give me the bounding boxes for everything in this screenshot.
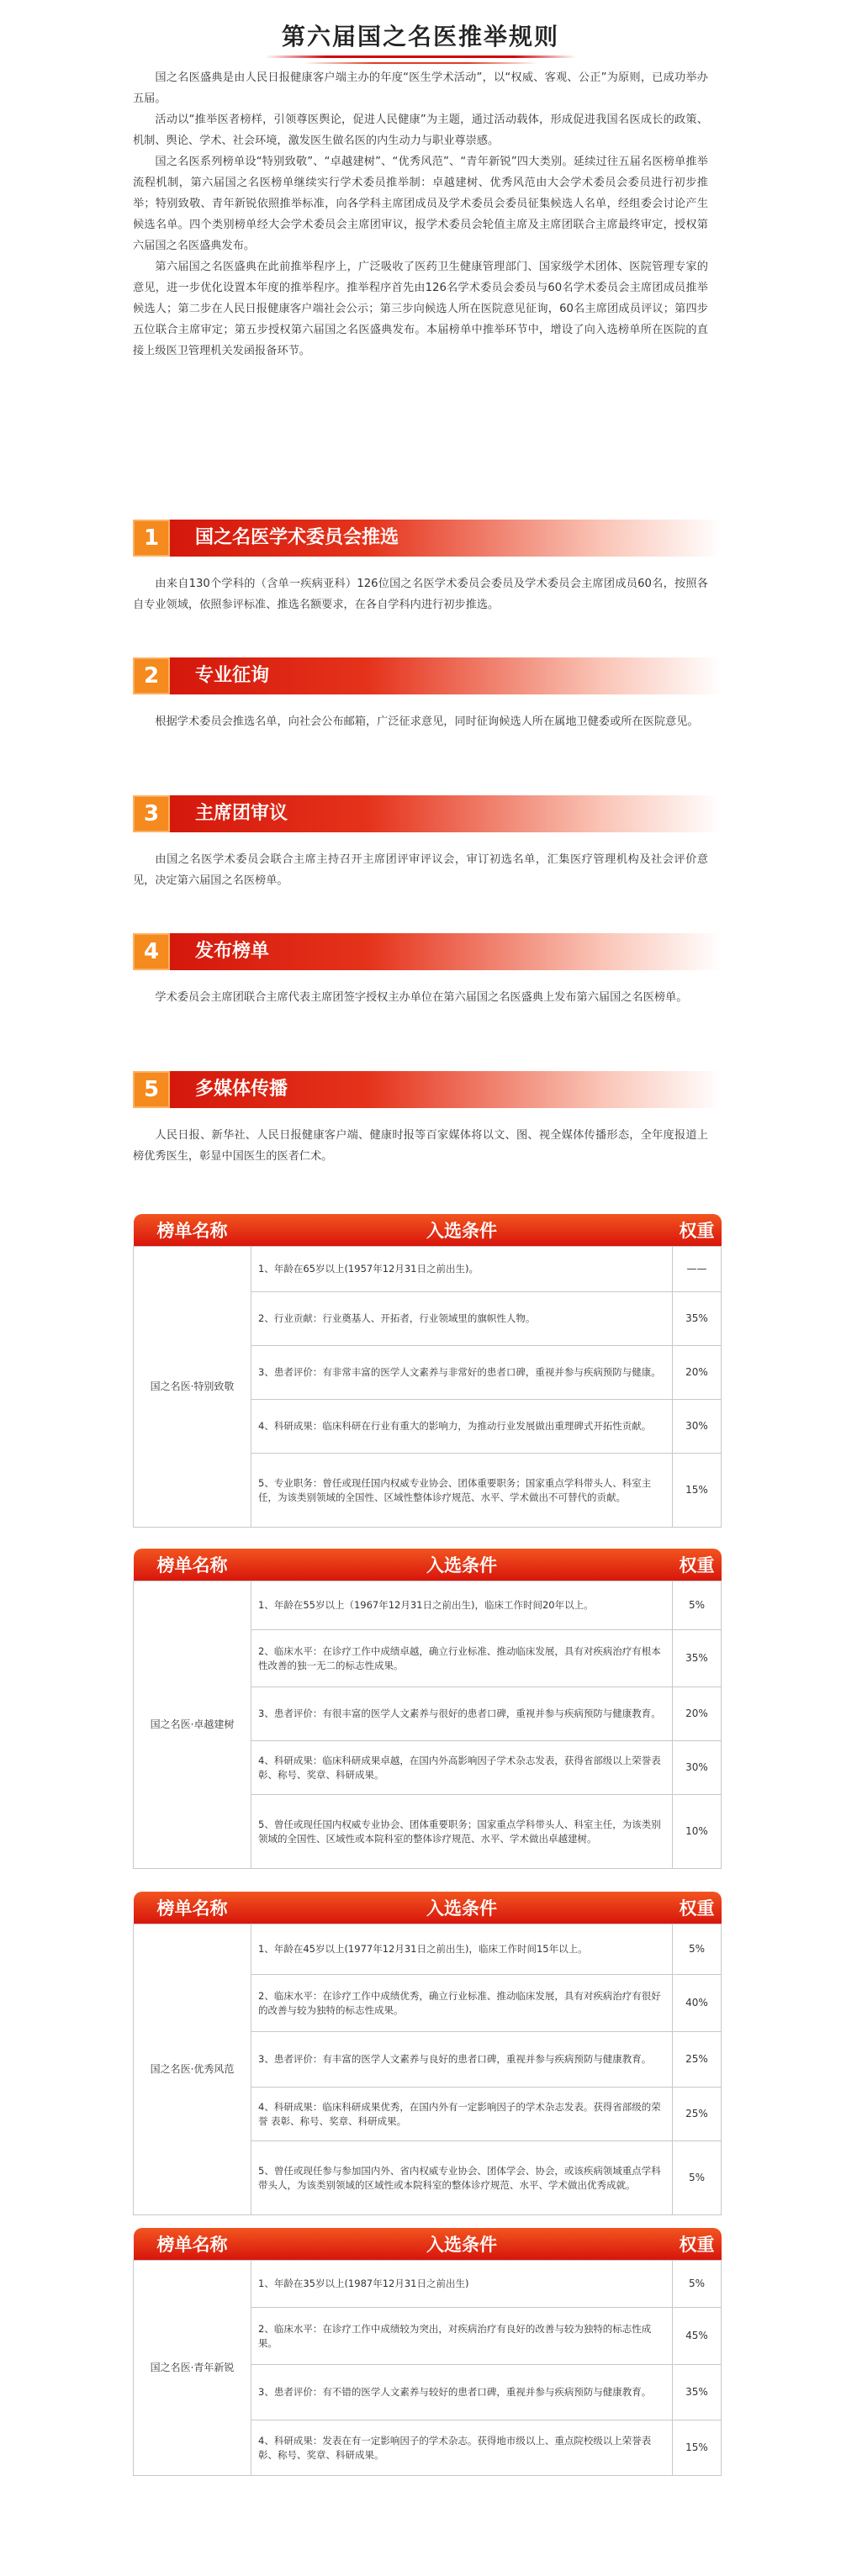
title-block [0,0,841,81]
section-header [133,657,722,694]
title-underline [265,55,576,58]
section-body [0,1108,841,1167]
section-paragraph: 人民日报、新华社、人民日报健康客户端、健康时报等百家媒体将以文、图、视全媒体传播形态，全年度报道上榜优秀医生，彰显中国医生的医者仁术。 [133,1129,708,1163]
table-header-row [134,1892,722,1924]
table-row [134,1247,722,1292]
weight-cell: 15% [673,1454,722,1528]
intro-paragraph: 活动以“推举医者榜样，引领尊医舆论，促进人民健康”为主题，通过活动载体，形成促进我国名医成长的政策、机制、舆论、学术、社会环境，激发医生做名医的内生动力与职业尊崇感。 [133,113,708,147]
list-name-cell: 国之名医·青年新锐 [134,2261,251,2476]
weight-cell: 45% [673,2308,722,2365]
header-list-name: 榜单名称 [134,1214,251,1247]
criteria-table-special [133,1214,722,1528]
section-publish [0,933,841,1008]
section-media [0,1071,841,1167]
section-body [0,832,841,891]
criteria-cell: 4、科研成果：发表在有一定影响因子的学术杂志。获得地市级以上、重点院校级以上荣誉表彰、称号、奖章、科研成果。 [251,2420,673,2476]
weight-cell: 10% [673,1795,722,1869]
header-list-name: 榜单名称 [134,1549,251,1581]
weight-cell: 30% [673,1741,722,1795]
criteria-cell: 5、曾任或现任国内权威专业协会、团体重要职务；国家重点学科带头人、科室主任，为该类别领域的全国性、区域性或本院科室的整体诊疗规范、水平、学术做出卓越建树。 [251,1795,673,1869]
criteria-cell: 1、年龄在35岁以上(1987年12月31日之前出生) [251,2261,673,2308]
header-weight: 权重 [673,1892,722,1924]
section-header [133,520,722,557]
list-name-cell: 国之名医·卓越建树 [134,1581,251,1869]
section-header [133,1071,722,1108]
header-list-name: 榜单名称 [134,2228,251,2261]
table-row [134,1924,722,1975]
section-title: 国之名医学术委员会推选 [195,527,399,548]
criteria-cell: 2、临床水平：在诊疗工作中成绩较为突出，对疾病治疗有良好的改善与较为独特的标志性成果。 [251,2308,673,2365]
section-paragraph: 由国之名医学术委员会联合主席主持召开主席团评审评议会，审订初选名单，汇集医疗管理机构及社会评价意见，决定第六届国之名医榜单。 [133,853,708,887]
section-title: 多媒体传播 [195,1079,288,1100]
section-consult [0,657,841,732]
weight-cell: —— [673,1247,722,1292]
criteria-cell: 3、患者评价：有很丰富的医学人文素养与很好的患者口碑，重视并参与疾病预防与健康教育。 [251,1687,673,1741]
header-weight: 权重 [673,2228,722,2261]
section-header [133,933,722,970]
header-criteria: 入选条件 [251,2228,673,2261]
intro-text [0,67,841,362]
section-body [0,557,841,615]
table-header-row [134,1549,722,1581]
criteria-cell: 1、年龄在45岁以上(1977年12月31日之前出生)，临床工作时间15年以上。 [251,1924,673,1975]
section-review [0,795,841,891]
weight-cell: 40% [673,1975,722,2032]
section-number: 3 [133,795,170,832]
criteria-cell: 3、患者评价：有不错的医学人文素养与较好的患者口碑，重视并参与疾病预防与健康教育。 [251,2365,673,2420]
section-title: 主席团审议 [195,803,288,824]
weight-cell: 5% [673,1924,722,1975]
section-paragraph: 学术委员会主席团联合主席代表主席团签字授权主办单位在第六届国之名医盛典上发布第六届国之名医榜单。 [155,991,688,1004]
header-list-name: 榜单名称 [134,1892,251,1924]
section-paragraph: 根据学术委员会推选名单，向社会公布邮箱，广泛征求意见，同时征询候选人所在属地卫健委或所在医院意见。 [155,715,699,728]
weight-cell: 35% [673,1292,722,1346]
header-weight: 权重 [673,1549,722,1581]
page-title: 第六届国之名医推举规则 [281,23,559,50]
weight-cell: 35% [673,1630,722,1687]
criteria-cell: 5、专业职务：曾任或现任国内权威专业协会、团体重要职务；国家重点学科带头人、科室主任，为该类别领域的全国性、区域性整体诊疗规范、水平、学术做出不可替代的贡献。 [251,1454,673,1528]
weight-cell: 35% [673,2365,722,2420]
weight-cell: 20% [673,1687,722,1741]
criteria-cell: 5、曾任或现任参与参加国内外、省内权威专业协会、团体学会、协会，或该疾病领域重点学科带头人，为该类别领域的区域性或本院科室的整体诊疗规范、水平、学术做出优秀成就。 [251,2141,673,2215]
list-name-cell: 国之名医·优秀风范 [134,1924,251,2215]
criteria-cell: 4、科研成果：临床科研成果卓越，在国内外高影响因子学术杂志发表，获得省部级以上荣誉表彰、称号、奖章、科研成果。 [251,1741,673,1795]
criteria-table-outstanding [133,1892,722,2215]
criteria-cell: 3、患者评价：有非常丰富的医学人文素养与非常好的患者口碑，重视并参与疾病预防与健康。 [251,1346,673,1400]
section-body [0,694,841,732]
weight-cell: 25% [673,2088,722,2141]
criteria-cell: 1、年龄在55岁以上（1967年12月31日之前出生)，临床工作时间20年以上。 [251,1581,673,1630]
section-header [133,795,722,832]
criteria-cell: 2、临床水平：在诊疗工作中成绩优秀，确立行业标准、推动临床发展，具有对疾病治疗有很好的改善与较为独特的标志性成果。 [251,1975,673,2032]
section-number: 1 [133,520,170,557]
weight-cell: 30% [673,1400,722,1454]
weight-cell: 5% [673,2261,722,2308]
intro-paragraph: 国之名医系列榜单设“特别致敬”、“卓越建树”、“优秀风范”、“青年新锐”四大类别。延续过往五届名医榜单推举流程机制，第六届国之名医榜单继续实行学术委员推举制：卓越建树、优秀风范由大会学术委员会委员进行初步推举；特别致敬、青年新锐依照推举标准，向各学科主席团成员及学术委员会委员征集候选人名单，经组委会讨论产生候选名单。四个类别榜单经大会学术委员会主席团审议，报学术委员会轮值主席及主席团联合主席最终审定，授权第六届国之名医盛典发布。 [133,156,708,252]
criteria-table-excellence [133,1549,722,1869]
header-weight: 权重 [673,1214,722,1247]
section-paragraph: 由来自130个学科的（含单一疾病亚科）126位国之名医学术委员会委员及学术委员会主席团成员60名，按照各自专业领域，依照参评标准、推选名额要求，在各自学科内进行初步推选。 [133,578,708,611]
section-title: 发布榜单 [195,941,270,962]
criteria-cell: 2、行业贡献：行业奠基人、开拓者，行业领域里的旗帜性人物。 [251,1292,673,1346]
intro-paragraph: 第六届国之名医盛典在此前推举程序上，广泛吸收了医药卫生健康管理部门、国家级学术团体、医院管理专家的意见，进一步优化设置本年度的推举程序。推举程序首先由126名学术委员会委员与60名学术委员会主席团成员推举候选人；第二步在人民日报健康客户端社会公示；第三步向候选人所在医院意见征询，60名主席团成员评议；第四步五位联合主席审定；第五步授权第六届国之名医盛典发布。本届榜单中推举环节中，增设了向入选榜单所在医院的直接上级医卫管理机关发函报备环节。 [133,261,708,357]
criteria-cell: 4、科研成果：临床科研成果优秀，在国内外有一定影响因子的学术杂志发表。获得省部级的荣誉 表彰、称号、奖章、科研成果。 [251,2088,673,2141]
weight-cell: 15% [673,2420,722,2476]
section-recommend [0,520,841,615]
title-underline-secondary [303,62,538,64]
weight-cell: 25% [673,2032,722,2088]
criteria-cell: 2、临床水平：在诊疗工作中成绩卓越，确立行业标准、推动临床发展，具有对疾病治疗有根本性改善的独一无二的标志性成果。 [251,1630,673,1687]
table-row [134,1581,722,1630]
weight-cell: 20% [673,1346,722,1400]
intro-paragraph: 国之名医盛典是由人民日报健康客户端主办的年度“医生学术活动”，以“权威、客观、公正”为原则，已成功举办五届。 [133,71,708,105]
table-row [134,2261,722,2308]
weight-cell: 5% [673,2141,722,2215]
section-number: 4 [133,933,170,970]
criteria-table-youth [133,2228,722,2476]
section-number: 2 [133,657,170,694]
table-header-row [134,2228,722,2261]
header-criteria: 入选条件 [251,1549,673,1581]
weight-cell: 5% [673,1581,722,1630]
section-title: 专业征询 [195,665,270,686]
header-criteria: 入选条件 [251,1892,673,1924]
table-header-row [134,1214,722,1247]
list-name-cell: 国之名医·特别致敬 [134,1247,251,1528]
criteria-cell: 4、科研成果：临床科研在行业有重大的影响力，为推动行业发展做出重理碑式开拓性贡献。 [251,1400,673,1454]
section-body [0,970,841,1008]
criteria-cell: 3、患者评价：有丰富的医学人文素养与良好的患者口碑，重视并参与疾病预防与健康教育。 [251,2032,673,2088]
header-criteria: 入选条件 [251,1214,673,1247]
criteria-cell: 1、年龄在65岁以上(1957年12月31日之前出生)。 [251,1247,673,1292]
section-number: 5 [133,1071,170,1108]
